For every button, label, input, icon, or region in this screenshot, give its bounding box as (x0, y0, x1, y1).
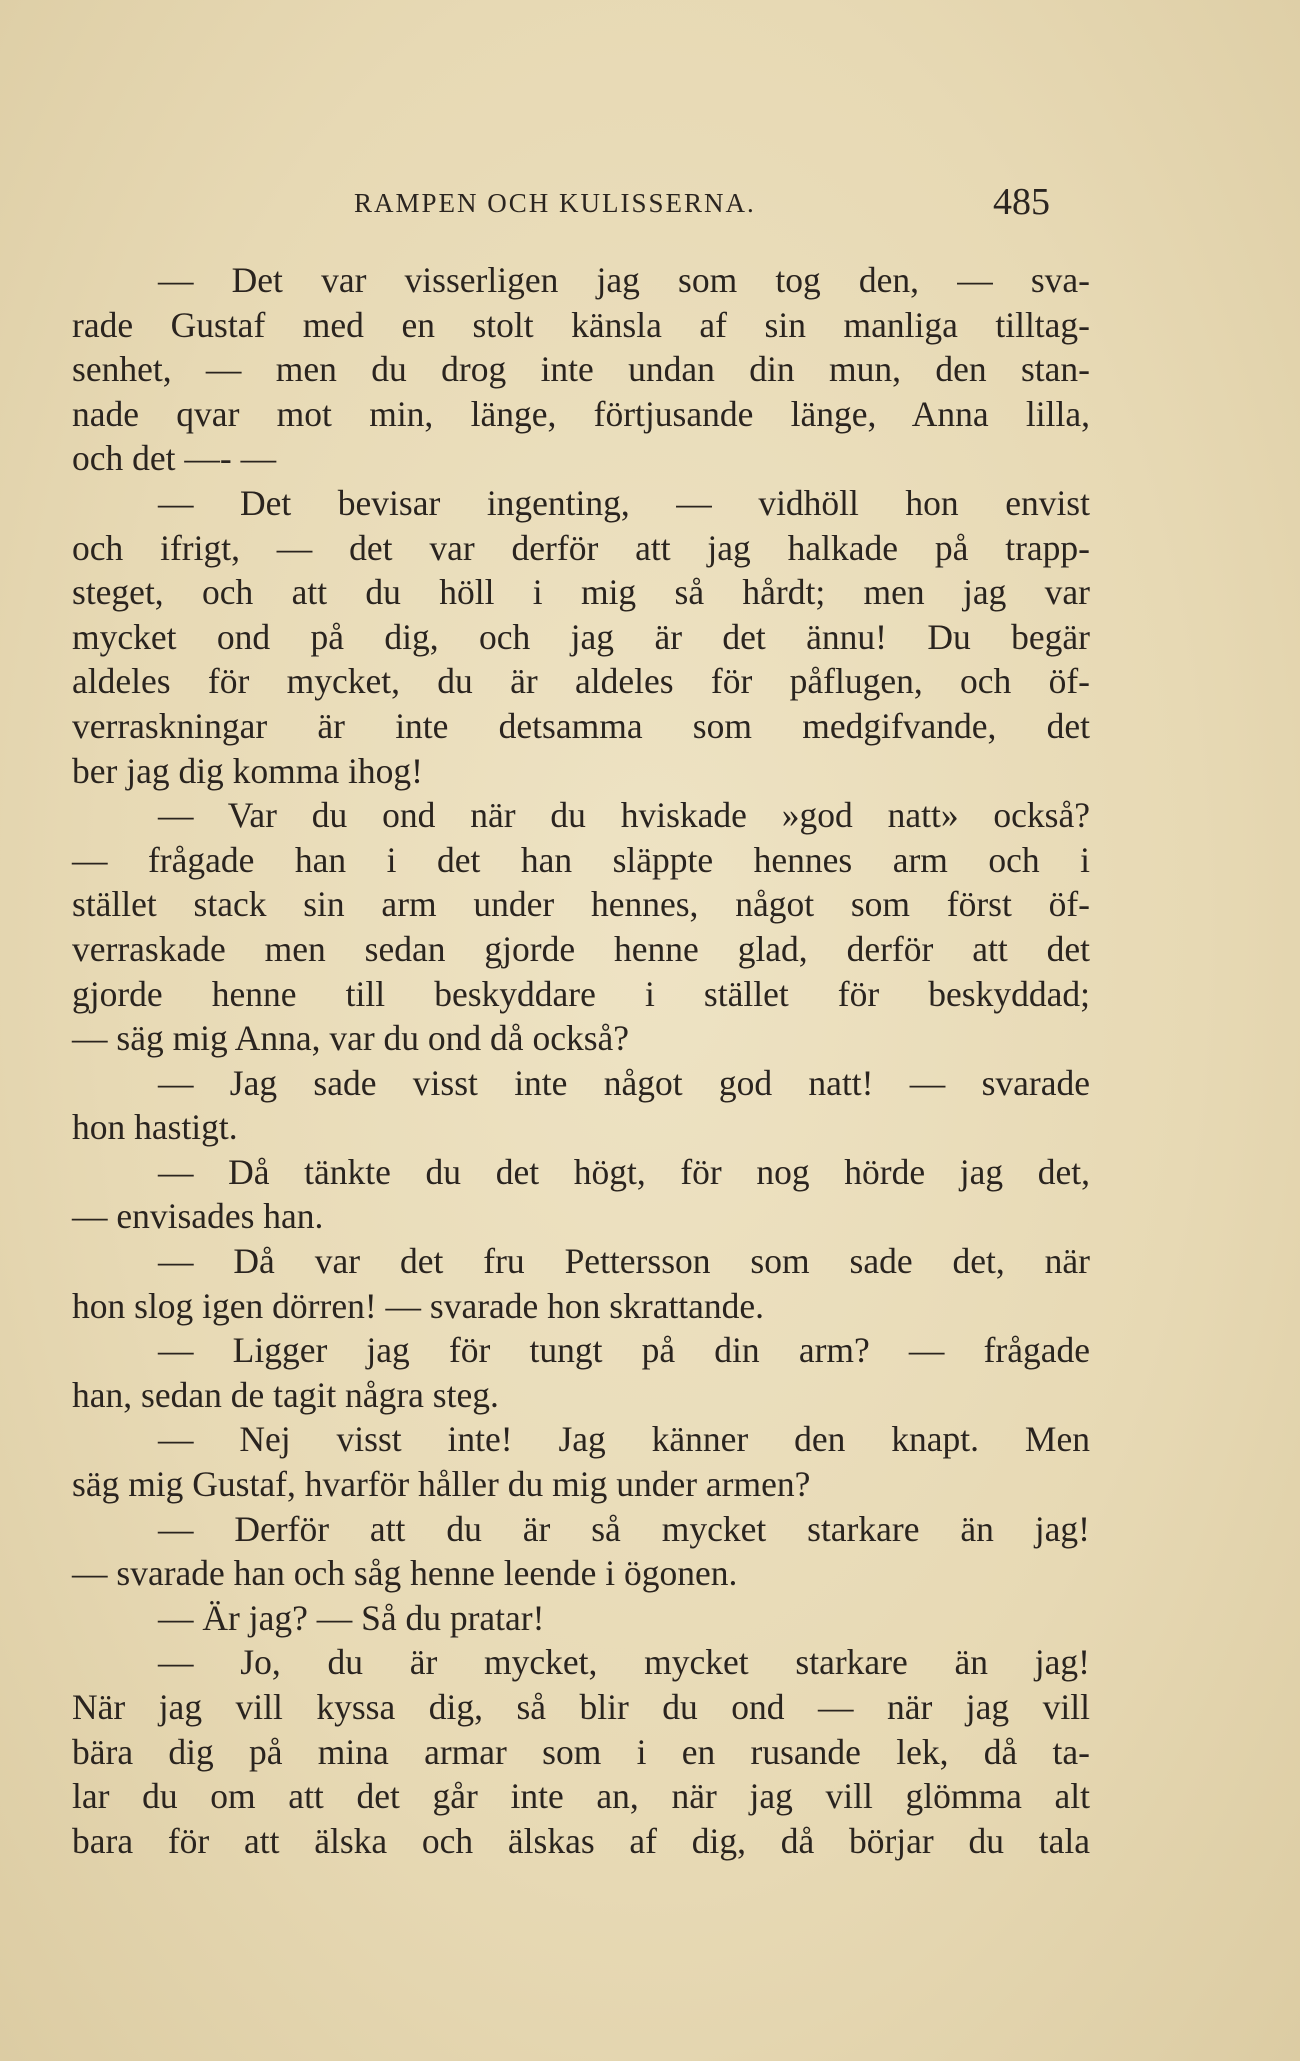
text-line: stället stack sin arm under hennes, något som först öf- (72, 884, 1090, 925)
text-line: — Ligger jag för tungt på din arm? — frågade (158, 1330, 1090, 1371)
text-line: bara för att älska och älskas af dig, då börjar du tala (72, 1820, 1090, 1861)
text-line: bära dig på mina armar som i en rusande lek, då ta- (72, 1731, 1090, 1772)
text-line: steget, och att du höll i mig så hårdt; men jag var (72, 572, 1090, 613)
text-line: hon hastigt. (72, 1107, 238, 1148)
text-line: och ifrigt, — det var derför att jag halkade på trapp- (72, 527, 1090, 568)
paragraph (72, 1596, 1090, 1641)
text-line: och det —- — (72, 438, 277, 479)
text-line: ber jag dig komma ihog! (72, 750, 423, 791)
text-line: gjorde henne till beskyddare i stället för beskyddad; (72, 973, 1090, 1014)
paragraph (72, 481, 1090, 793)
text-line: — envisades han. (72, 1196, 324, 1237)
text-line: — Derför att du är så mycket starkare än jag! (158, 1508, 1090, 1549)
text-line: säg mig Gustaf, hvarför håller du mig under armen? (72, 1464, 811, 1505)
body-text (72, 258, 1090, 1863)
running-title: RAMPEN OCH KULISSERNA. (354, 188, 756, 218)
paragraph (72, 1239, 1090, 1328)
page-number: 485 (993, 181, 1050, 223)
text-line: — Då var det fru Pettersson som sade det, när (158, 1241, 1090, 1282)
text-line: lar du om att det går inte an, när jag vill glömma alt (72, 1776, 1090, 1817)
text-line: — Är jag? — Så du pratar! (158, 1597, 545, 1638)
paragraph (72, 1640, 1090, 1863)
text-line: rade Gustaf med en stolt känsla af sin manliga tilltag- (72, 304, 1090, 345)
paragraph (72, 1150, 1090, 1239)
paragraph (72, 258, 1090, 481)
text-line: — Nej visst inte! Jag känner den knapt. Men (158, 1419, 1090, 1460)
text-line: När jag vill kyssa dig, så blir du ond — när jag vill (72, 1687, 1090, 1727)
paragraph (72, 1417, 1090, 1506)
text-line: — svarade han och såg henne leende i ögonen. (72, 1553, 738, 1594)
paragraph (72, 1061, 1090, 1150)
text-line: nade qvar mot min, länge, förtjusande länge, Anna lilla, (72, 393, 1090, 434)
text-line: mycket ond på dig, och jag är det ännu! Du begär (72, 616, 1090, 657)
page-header (72, 178, 1090, 234)
text-line: hon slog igen dörren! — svarade hon skrattande. (72, 1285, 765, 1326)
text-line: senhet, — men du drog inte undan din mun, den stan- (72, 349, 1090, 390)
text-line: — Det var visserligen jag som tog den, — sva- (158, 260, 1090, 300)
text-line: aldeles för mycket, du är aldeles för påflugen, och öf- (72, 661, 1090, 702)
text-line: — Jo, du är mycket, mycket starkare än jag! (158, 1642, 1090, 1683)
text-line: verraskningar är inte detsamma som medgifvande, det (72, 705, 1090, 746)
text-line: — Det bevisar ingenting, — vidhöll hon envist (158, 482, 1090, 523)
text-line: — frågade han i det han släppte hennes arm och i (72, 839, 1090, 880)
text-line: — säg mig Anna, var du ond då också? (72, 1018, 630, 1059)
text-line: — Var du ond när du hviskade »god natt» också? (158, 795, 1090, 836)
text-line: — Jag sade visst inte något god natt! — svarade (158, 1062, 1090, 1103)
text-line: verraskade men sedan gjorde henne glad, derför att det (72, 928, 1090, 969)
text-line: — Då tänkte du det högt, för nog hörde jag det, (158, 1151, 1090, 1192)
paragraph (72, 1328, 1090, 1417)
paragraph (72, 1507, 1090, 1596)
text-line: han, sedan de tagit några steg. (72, 1374, 499, 1415)
paragraph (72, 793, 1090, 1061)
